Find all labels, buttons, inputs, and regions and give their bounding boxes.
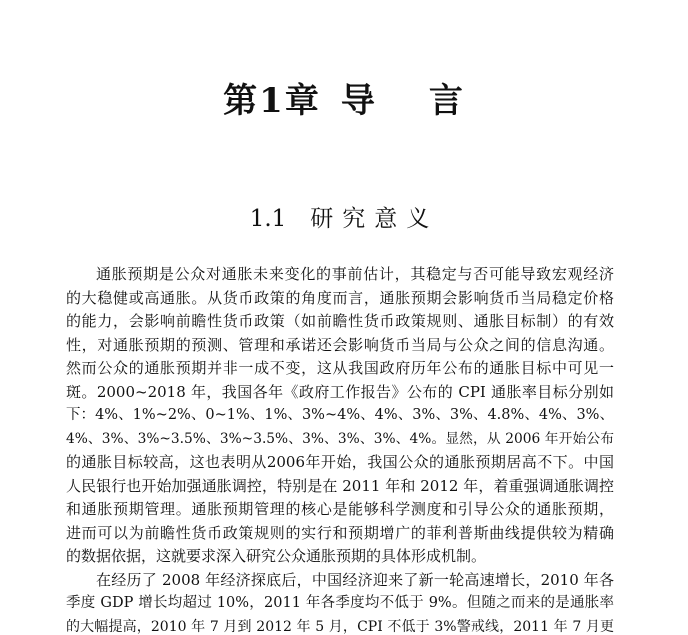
paragraph-1-line: 的大稳健或高通胀。从货币政策的角度而言，通胀预期会影响货币当局稳定价格 [66, 288, 614, 307]
section-number: 1.1 [249, 206, 287, 232]
paragraph-1-line: 斑。2000~2018 年，我国各年《政府工作报告》公布的 CPI 通胀率目标分别如 [66, 382, 614, 401]
paragraph-2-line: 的大幅提高，2010 年 7 月到 2012 年 5 月，CPI 不低于 3%警戒线，2011 年 7 月更 [66, 618, 614, 635]
paragraph-1-line: 的能力，会影响前瞻性货币政策（如前瞻性货币政策规则、通胀目标制）的有效 [66, 312, 614, 330]
paragraph-2-line: 季度 GDP 增长均超过 10%，2011 年各季度均不低于 9%。但随之而来的是通胀率 [66, 595, 614, 611]
paragraph-1-line: 然而公众的通胀预期并非一成不变，这从我国政府历年公布的通胀目标中可见一 [66, 359, 614, 377]
paragraph-1-line: 进而可以为前瞻性货币政策规则的实行和预期增广的菲利普斯曲线提供较为精确 [66, 523, 614, 542]
paragraph-1-line: 和通胀预期管理。通胀预期管理的核心是能够科学测度和引导公众的通胀预期， [66, 500, 614, 518]
section-title: 研究意义 [310, 206, 439, 232]
paragraph-1-line: 通胀预期是公众对通胀未来变化的事前估计，其稳定与否可能导致宏观经济 [96, 265, 614, 283]
chapter-title-part-2: 言 [428, 81, 465, 121]
chapter-heading [0, 76, 688, 126]
paragraph-1-line: 的数据依据，这就要求深入研究公众通胀预期的具体形成机制。 [66, 547, 487, 565]
paragraph-1-line: 性，对通胀预期的预测、管理和承诺还会影响货币当局与公众之间的信息沟通。 [66, 335, 614, 354]
paragraph-1-line: 人民银行也开始加强通胀调控，特别是在 2011 年和 2012 年，着重强调通胀调控 [66, 476, 614, 495]
paragraph-1-line: 下：4%、1%~2%、0~1%、1%、3%~4%、4%、3%、3%、4.8%、4%、3%、 [66, 407, 614, 423]
section-heading [0, 203, 688, 235]
paragraph-1-line: 的通胀目标较高，这也表明从2006年开始，我国公众的通胀预期居高不下。中国 [66, 453, 614, 471]
paragraph-2-line: 在经历了 2008 年经济探底后，中国经济迎来了新一轮高速增长，2010 年各 [96, 570, 614, 589]
chapter-label: 第1章 [223, 81, 321, 121]
chapter-title-part-1: 导 [340, 81, 377, 121]
body-text [66, 263, 614, 635]
paragraph-1-line: 4%、3%、3%~3.5%、3%~3.5%、3%、3%、3%、4%。显然，从 2006 年开始公布 [66, 430, 614, 447]
